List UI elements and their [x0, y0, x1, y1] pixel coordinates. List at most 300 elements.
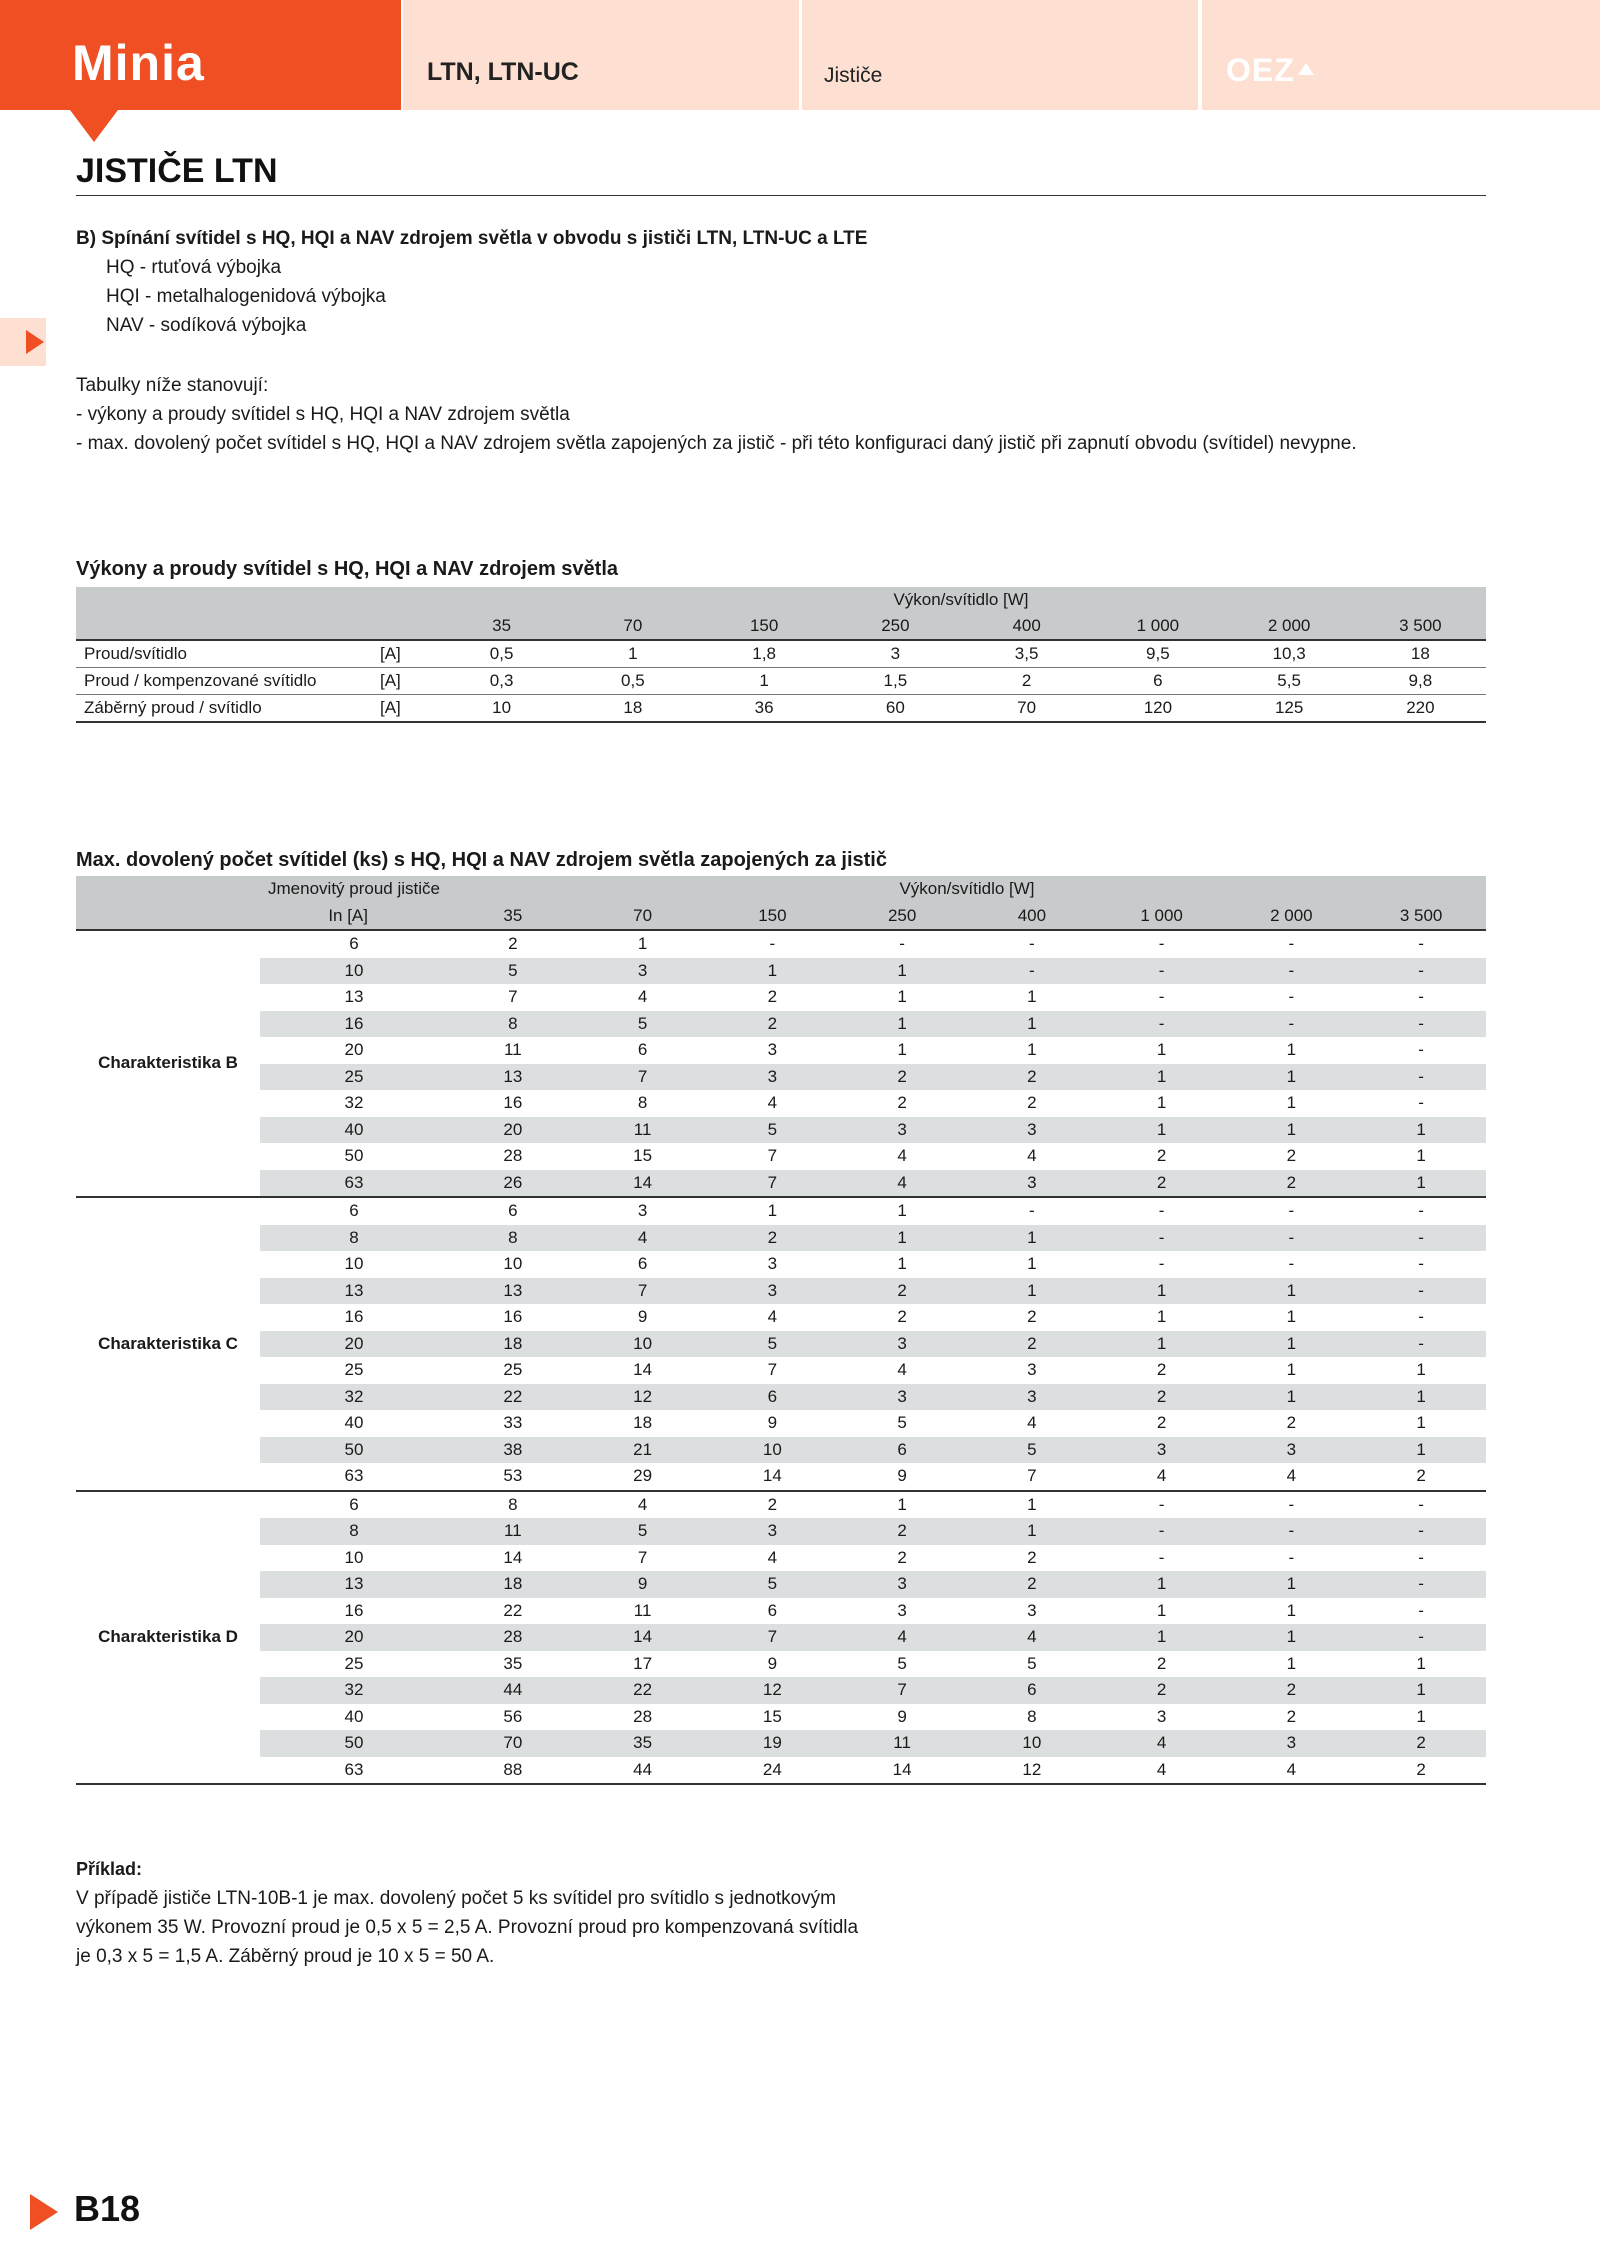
- rated-current-header: Jmenovitý proud jističe: [260, 876, 448, 903]
- table2-cell: 1: [837, 1011, 967, 1038]
- table2-cell: 1: [1286, 1600, 1297, 1620]
- table2-cell: -: [1158, 1201, 1165, 1220]
- table2-cell: 2: [1156, 1360, 1167, 1379]
- table2-cell: 12: [578, 1384, 708, 1411]
- table2-cell: 1: [1027, 987, 1037, 1006]
- rated-current-cell: 16: [260, 1011, 448, 1038]
- table2-cell: 3: [897, 1600, 907, 1620]
- table2-cell: 7: [508, 987, 518, 1006]
- table2-cell: 38: [448, 1437, 578, 1464]
- rated-current-cell: 50: [260, 1730, 448, 1757]
- table2-column-header: 3 500: [1356, 903, 1486, 931]
- table2-row: [76, 1304, 1486, 1331]
- rated-current-cell: 50: [260, 1437, 448, 1464]
- table2-row: [76, 1704, 1486, 1731]
- example-line: V případě jističe LTN-10B-1 je max. dovolený počet 5 ks svítidel pro svítidlo s jednotkovým: [76, 1888, 836, 1909]
- table2-cell: 1: [837, 958, 967, 985]
- table2-cell: 2: [837, 1278, 967, 1305]
- table2-row: [76, 1571, 1486, 1598]
- table2-cell: 4: [767, 1547, 778, 1567]
- table2-cell: 13: [448, 1278, 578, 1305]
- table2-cell: 1: [767, 1201, 778, 1220]
- table1-row-label: Proud / kompenzované svítidlo: [76, 668, 376, 695]
- table2-cell: 4: [1227, 1757, 1357, 1785]
- table2-row: [76, 1117, 1486, 1144]
- table2-cell: 18: [448, 1331, 578, 1358]
- rated-current-cell: 40: [344, 1706, 364, 1726]
- table2-row: [76, 930, 1486, 958]
- table2-cell: 1: [1097, 1117, 1227, 1144]
- table2-cell: 4: [578, 1225, 708, 1252]
- table2-column-header: 400: [967, 903, 1097, 931]
- rated-current-cell: 6: [349, 1494, 359, 1514]
- table2-cell: 1: [897, 1254, 907, 1273]
- table2-cell: 10: [503, 1254, 523, 1273]
- table1-cell: 0,3: [436, 668, 567, 695]
- table2-cell: -: [1227, 958, 1357, 985]
- table2-cell: 8: [448, 1011, 578, 1038]
- table1-column-header: 1 000: [1092, 613, 1223, 640]
- table2-cell: -: [1029, 1201, 1035, 1220]
- rated-current-cell: 63: [260, 1170, 448, 1198]
- table2-row: [76, 1437, 1486, 1464]
- table2-cell: 4: [637, 1494, 648, 1514]
- table2-cell: 2: [1286, 1146, 1297, 1165]
- table2-cell: 3: [637, 1201, 648, 1220]
- table2-cell: 1: [837, 1225, 967, 1252]
- table2-cell: 18: [448, 1571, 578, 1598]
- table2-cell: 28: [503, 1146, 523, 1165]
- table2-cell: 53: [448, 1463, 578, 1491]
- table2-cell: 10: [578, 1331, 708, 1358]
- rated-current-cell: 50: [344, 1146, 364, 1165]
- table2-cell: -: [1418, 1600, 1424, 1620]
- example-line: je 0,3 x 5 = 1,5 A. Záběrný proud je 10 x 5 = 50 A.: [76, 1946, 495, 1967]
- table2-cell: -: [1227, 1225, 1357, 1252]
- table2-cell: 1: [1027, 1254, 1037, 1273]
- table2-cell: 11: [504, 1040, 522, 1059]
- table2-row: [76, 1037, 1486, 1064]
- table2-cell: 7: [837, 1677, 967, 1704]
- table1-cell: 1,5: [830, 668, 961, 695]
- table2-cell: -: [1288, 987, 1295, 1006]
- table2-cell: 4: [1027, 1413, 1037, 1432]
- rated-current-cell: 16: [344, 1307, 364, 1326]
- table2-cell: 2: [508, 934, 518, 953]
- table1-row: [76, 668, 1486, 695]
- table2-cell: 4: [837, 1170, 967, 1198]
- table2-cell: 1: [897, 1494, 907, 1514]
- table2-cell: -: [1356, 1624, 1486, 1651]
- table1-column-header: 3 500: [1355, 613, 1486, 640]
- rated-current-cell: 10: [344, 1547, 364, 1567]
- category-name: Jističe: [824, 64, 883, 87]
- table2-row: [76, 1757, 1486, 1785]
- table2-cell: 2: [1356, 1463, 1486, 1491]
- table2-cell: 1: [967, 1518, 1097, 1545]
- rated-current-cell: 8: [260, 1518, 448, 1545]
- table2-cell: 2: [1356, 1757, 1486, 1785]
- table2-cell: -: [1418, 1201, 1424, 1220]
- table2-cell: -: [1356, 958, 1486, 985]
- table1-cell: 1: [699, 668, 830, 695]
- table2-cell: 1: [1097, 1571, 1227, 1598]
- rated-current-cell: 10: [344, 1254, 364, 1273]
- table2-cell: -: [1158, 1494, 1165, 1514]
- table2-cell: 5: [967, 1437, 1097, 1464]
- rated-current-cell: 13: [260, 1278, 448, 1305]
- table2-cell: 1: [967, 1011, 1097, 1038]
- table2-cell: 1: [1097, 1064, 1227, 1091]
- table2-cell: -: [1356, 1571, 1486, 1598]
- table2-cell: 22: [503, 1600, 523, 1620]
- table2-cell: 1: [1416, 1706, 1426, 1726]
- table2-cell: 8: [448, 1225, 578, 1252]
- in-header: In [A]: [260, 903, 448, 931]
- rated-current-cell: 63: [260, 1463, 448, 1491]
- table2-cell: -: [1158, 1254, 1165, 1273]
- table1-group-header: Výkon/svítidlo [W]: [436, 587, 1486, 613]
- table2-cell: -: [1418, 1307, 1424, 1326]
- rated-current-cell: 32: [344, 1093, 364, 1112]
- table2-cell: 35: [578, 1730, 708, 1757]
- table2-cell: 5: [897, 1413, 907, 1432]
- table1-row-label: Záběrný proud / svítidlo: [76, 695, 376, 723]
- table2-cell: -: [1418, 934, 1424, 953]
- table2-cell: 1: [1027, 1040, 1037, 1059]
- table2-cell: 4: [1027, 1146, 1037, 1165]
- table2-row: [76, 1491, 1486, 1519]
- table2-cell: 2: [837, 1064, 967, 1091]
- table2-cell: -: [1418, 1040, 1424, 1059]
- table2-cell: -: [1356, 1331, 1486, 1358]
- table2-cell: 24: [708, 1757, 838, 1785]
- characteristic-label: Charakteristika B: [76, 930, 260, 1197]
- table2-cell: 2: [1227, 1170, 1357, 1198]
- table2-cell: -: [1418, 1547, 1424, 1567]
- rated-current-cell: 20: [344, 1040, 364, 1059]
- table2-row: [76, 1197, 1486, 1225]
- table2-row: [76, 1064, 1486, 1091]
- table2-cell: 70: [448, 1730, 578, 1757]
- table2-cell: -: [1418, 1494, 1424, 1514]
- table1-title: Výkony a proudy svítidel s HQ, HQI a NAV zdrojem světla: [76, 558, 619, 580]
- table2-cell: 18: [633, 1413, 653, 1432]
- table2-cell: -: [1288, 1254, 1295, 1273]
- table2-cell: 2: [897, 1547, 907, 1567]
- table2-cell: 1: [1156, 1307, 1167, 1326]
- table2-cell: 1: [1227, 1624, 1357, 1651]
- characteristic-label: Charakteristika D: [76, 1491, 260, 1785]
- rated-current-cell: 32: [260, 1677, 448, 1704]
- table2-cell: 3: [837, 1331, 967, 1358]
- table2-cell: 1: [1156, 1093, 1167, 1112]
- table2-cell: -: [1158, 987, 1165, 1006]
- table2-cell: 14: [837, 1757, 967, 1785]
- rated-current-cell: 20: [260, 1331, 448, 1358]
- table2-cell: 5: [578, 1011, 708, 1038]
- table2-cell: -: [1158, 934, 1165, 953]
- table2-cell: 4: [1097, 1463, 1227, 1491]
- table2-cell: 1: [1416, 1360, 1426, 1379]
- table1-cell: 120: [1092, 695, 1223, 723]
- rated-current-cell: 63: [260, 1757, 448, 1785]
- rated-current-cell: 32: [260, 1384, 448, 1411]
- table2-cell: 2: [1286, 1706, 1297, 1726]
- table1-cell: 125: [1224, 695, 1355, 723]
- characteristic-label: Charakteristika C: [76, 1197, 260, 1491]
- header-logo-cell: [1202, 0, 1600, 110]
- table2-cell: 6: [637, 1254, 648, 1273]
- rated-current-cell: 6: [349, 934, 359, 953]
- table2-cell: 6: [967, 1677, 1097, 1704]
- table2-cell: 7: [708, 1170, 838, 1198]
- table2-row: [76, 1251, 1486, 1278]
- table2-cell: 15: [762, 1706, 782, 1726]
- title-divider: [76, 195, 1486, 196]
- table2-cell: -: [1356, 1225, 1486, 1252]
- table2-cell: 2: [897, 1307, 907, 1326]
- table2-cell: 56: [503, 1706, 523, 1726]
- table2-cell: 1: [1286, 1040, 1297, 1059]
- table1-cell: 3: [830, 640, 961, 668]
- table2-cell: 5: [578, 1518, 708, 1545]
- table2-row: [76, 1545, 1486, 1572]
- table2-cell: 1: [1416, 1146, 1426, 1165]
- table2-cell: 28: [633, 1706, 653, 1726]
- table2-cell: 6: [637, 1040, 648, 1059]
- table2-cell: 8: [508, 1494, 518, 1514]
- table2-cell: -: [1418, 987, 1424, 1006]
- description-block: [76, 371, 1357, 458]
- table2-cell: -: [1288, 1201, 1295, 1220]
- table2-row: [76, 1677, 1486, 1704]
- table2-cell: -: [1097, 1011, 1227, 1038]
- table2-cell: 1: [897, 987, 907, 1006]
- table2-row: [76, 984, 1486, 1011]
- table2-cell: 20: [448, 1117, 578, 1144]
- table2-cell: -: [1158, 1547, 1165, 1567]
- table2-cell: 1: [1286, 1093, 1297, 1112]
- table2-cell: 2: [1027, 1307, 1037, 1326]
- table1-row-unit: [A]: [376, 640, 436, 668]
- table2-cell: -: [1418, 1254, 1424, 1273]
- table2-cell: 2: [1156, 1653, 1167, 1673]
- table2-cell: 3: [708, 1064, 838, 1091]
- table1-cell: 36: [699, 695, 830, 723]
- table2-cell: 3: [708, 1518, 838, 1545]
- table1-column-header-row: [76, 613, 1486, 640]
- table1-column-header: 400: [961, 613, 1092, 640]
- table2-cell: 5: [708, 1331, 838, 1358]
- table2-column-header: 250: [837, 903, 967, 931]
- table2-cell: 17: [633, 1653, 653, 1673]
- table2-cell: -: [1097, 958, 1227, 985]
- table2-cell: 1: [1286, 1653, 1297, 1673]
- table2-cell: 2: [967, 1064, 1097, 1091]
- table2-cell: 1: [897, 1040, 907, 1059]
- table2-cell: 1: [1227, 1064, 1357, 1091]
- table2-cell: 4: [897, 1360, 907, 1379]
- table2-cell: 2: [767, 1494, 778, 1514]
- table2-column-header-row: [76, 903, 1486, 931]
- table2-cell: -: [1288, 1547, 1295, 1567]
- description-line: - max. dovolený počet svítidel s HQ, HQI a NAV zdrojem světla zapojených za jistič - při této konfiguraci daný jistič při zapnutí obvodu (svítidel) nevypne.: [76, 433, 1357, 454]
- table2-cell: 8: [637, 1093, 648, 1112]
- table2-row: [76, 958, 1486, 985]
- rated-current-cell: 16: [344, 1600, 364, 1620]
- table1-cell: 0,5: [567, 668, 698, 695]
- table2-cell: 15: [633, 1146, 653, 1165]
- table2-cell: 1: [1356, 1437, 1486, 1464]
- table2-cell: 3: [837, 1384, 967, 1411]
- table2-cell: 2: [1097, 1384, 1227, 1411]
- table2-row: [76, 1651, 1486, 1678]
- intro-line: HQ - rtuťová výbojka: [106, 257, 282, 278]
- table2-row: [76, 1278, 1486, 1305]
- header-product-cell: [403, 0, 799, 110]
- table2-cell: 4: [637, 987, 648, 1006]
- table2-cell: 3: [767, 1254, 778, 1273]
- table2-cell: -: [1288, 1494, 1295, 1514]
- table2-cell: 1: [1227, 1331, 1357, 1358]
- table2-cell: -: [1097, 1518, 1227, 1545]
- table2-cell: 19: [708, 1730, 838, 1757]
- table2-cell: 3: [837, 1571, 967, 1598]
- table1-cell: 10: [436, 695, 567, 723]
- table2-cell: 2: [1097, 1677, 1227, 1704]
- table2-cell: 25: [503, 1360, 523, 1379]
- page-header: [0, 0, 1600, 110]
- table2-cell: 5: [897, 1653, 907, 1673]
- table1-cell: 9,8: [1355, 668, 1486, 695]
- table2-cell: 1: [1227, 1384, 1357, 1411]
- oez-logo: [1226, 52, 1314, 89]
- table2-cell: 6: [508, 1201, 518, 1220]
- table2-cell: -: [1356, 1064, 1486, 1091]
- table2-cell: 5: [448, 958, 578, 985]
- table2-cell: 1: [1097, 1331, 1227, 1358]
- table2-cell: 21: [578, 1437, 708, 1464]
- example-line: výkonem 35 W. Provozní proud je 0,5 x 5 = 2,5 A. Provozní proud pro kompenzovaná svítidla: [76, 1917, 859, 1938]
- table2-cell: 9: [578, 1571, 708, 1598]
- table1-cell: 3,5: [961, 640, 1092, 668]
- table2-row: [76, 1730, 1486, 1757]
- table2-cell: 2: [837, 1518, 967, 1545]
- table2-cell: 2: [1027, 1093, 1037, 1112]
- table2-cell: 12: [708, 1677, 838, 1704]
- table2-cell: 4: [767, 1307, 778, 1326]
- table2-cell: 9: [767, 1653, 778, 1673]
- rated-current-cell: 25: [344, 1360, 364, 1379]
- intro-line: HQI - metalhalogenidová výbojka: [106, 286, 386, 307]
- table2-cell: 1: [1416, 1653, 1426, 1673]
- table2-cell: 4: [837, 1624, 967, 1651]
- table2-cell: 3: [1227, 1437, 1357, 1464]
- rated-current-cell: 25: [344, 1653, 364, 1673]
- logo-triangle-icon: [1298, 63, 1314, 75]
- table2-cell: 29: [578, 1463, 708, 1491]
- brand-block: [0, 0, 401, 110]
- table2-cell: -: [1418, 1093, 1424, 1112]
- table2-cell: 5: [708, 1117, 838, 1144]
- table2-cell: 2: [708, 1011, 838, 1038]
- table2-column-header: 2 000: [1227, 903, 1357, 931]
- table1-row-unit: [A]: [376, 668, 436, 695]
- product-name: LTN, LTN-UC: [427, 58, 579, 86]
- table2-cell: 7: [967, 1463, 1097, 1491]
- table2-cell: 1: [967, 1278, 1097, 1305]
- table2-cell: 1: [1356, 1384, 1486, 1411]
- table2-cell: 1: [1416, 1413, 1426, 1432]
- table2-cell: 11: [837, 1730, 967, 1757]
- table2-row: [76, 1011, 1486, 1038]
- table2-cell: 7: [637, 1547, 648, 1567]
- table1-cell: 1,8: [699, 640, 830, 668]
- table1-column-header: 70: [567, 613, 698, 640]
- table2-cell: 44: [448, 1677, 578, 1704]
- table2-cell: 1: [1097, 1624, 1227, 1651]
- table1-row-unit: [A]: [376, 695, 436, 723]
- table2-cell: -: [899, 934, 905, 953]
- table2-cell: 1: [1227, 1278, 1357, 1305]
- table2-cell: 2: [1097, 1170, 1227, 1198]
- table2-cell: -: [1227, 1518, 1357, 1545]
- table2-cell: 2: [1027, 1547, 1037, 1567]
- table1-row: [76, 695, 1486, 723]
- description-line: Tabulky níže stanovují:: [76, 375, 269, 396]
- table1-cell: 2: [961, 668, 1092, 695]
- table2-cell: 5: [1027, 1653, 1037, 1673]
- table2-cell: 1: [1286, 1360, 1297, 1379]
- page-number: B18: [74, 2188, 141, 2229]
- table2-cell: 44: [578, 1757, 708, 1785]
- rated-current-cell: 6: [349, 1201, 359, 1220]
- table2-cell: 11: [448, 1518, 578, 1545]
- table2-cell: 1: [1286, 1307, 1297, 1326]
- table2-cell: 2: [967, 1331, 1097, 1358]
- table2-cell: 6: [767, 1600, 778, 1620]
- table2-cell: 2: [1156, 1146, 1167, 1165]
- table2-cell: 9: [767, 1413, 778, 1432]
- table2-cell: 3: [1227, 1730, 1357, 1757]
- table2-cell: 28: [448, 1624, 578, 1651]
- rated-current-cell: 10: [260, 958, 448, 985]
- header-category-cell: [802, 0, 1198, 110]
- table2-cell: -: [1356, 1518, 1486, 1545]
- table2-cell: 4: [767, 1093, 778, 1112]
- table2-cell: 4: [1097, 1730, 1227, 1757]
- table1-column-header: 250: [830, 613, 961, 640]
- table2-cell: 1: [967, 1225, 1097, 1252]
- table2-cell: 10: [967, 1730, 1097, 1757]
- rated-current-cell: 13: [260, 1571, 448, 1598]
- brand-name: Minia: [72, 35, 205, 91]
- table2-cell: 6: [837, 1437, 967, 1464]
- table2-cell: 3: [708, 1278, 838, 1305]
- table2-cell: 1: [1097, 1278, 1227, 1305]
- table1-cell: 9,5: [1092, 640, 1223, 668]
- logo-text: OEZ: [1226, 52, 1295, 88]
- table2-cell: -: [1097, 1225, 1227, 1252]
- description-line: - výkony a proudy svítidel s HQ, HQI a NAV zdrojem světla: [76, 404, 570, 425]
- table2-row: [76, 1384, 1486, 1411]
- table2-row: [76, 1170, 1486, 1198]
- table2-title: Max. dovolený počet svítidel (ks) s HQ, HQI a NAV zdrojem světla zapojených za jistič: [76, 849, 887, 871]
- table1-cell: 0,5: [436, 640, 567, 668]
- table2-cell: 1: [1027, 1494, 1037, 1514]
- table2-cell: -: [1288, 934, 1295, 953]
